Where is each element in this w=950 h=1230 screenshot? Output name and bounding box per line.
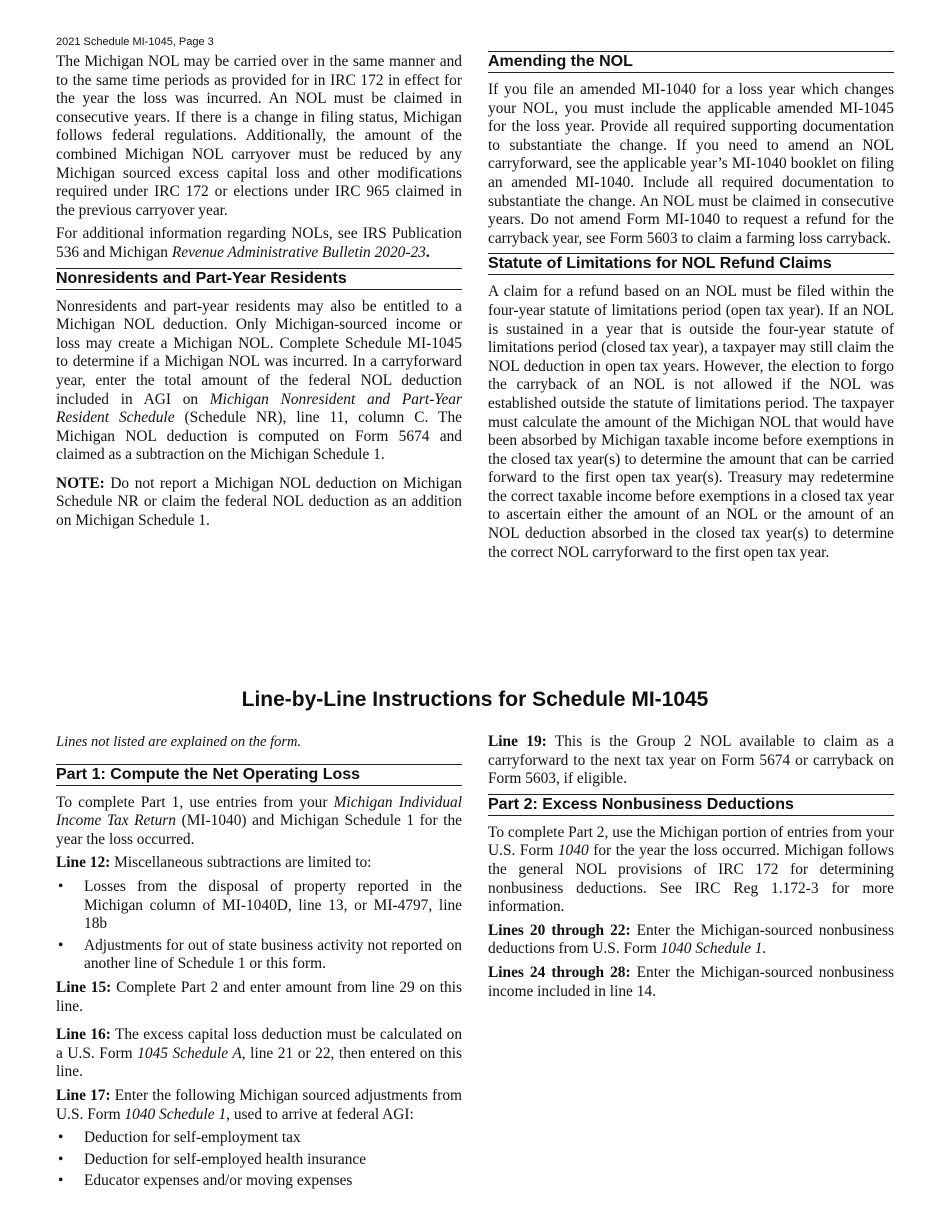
bulletin-reference: Revenue Administrative Bulletin 2020-23 <box>171 243 426 261</box>
form-1040: 1040 <box>557 842 589 860</box>
schedule-nr-title: Michigan Nonresident and Part-Year Resident Schedule <box>56 390 462 427</box>
list-item <box>56 1129 462 1148</box>
note-label: NOTE: <box>56 474 105 492</box>
form-1040-schedule-1: 1040 Schedule 1 <box>124 1105 227 1123</box>
bullet: • <box>58 936 64 954</box>
note-paragraph <box>56 475 462 531</box>
bullet: • <box>58 1129 64 1147</box>
line19-text: This is the Group 2 NOL available to claim as a carryforward to the next tax year on Form 5674 or carryback on Form 5603, if eligible. <box>488 733 894 788</box>
line19-label: Line 19: <box>488 733 547 750</box>
list-item-text: Losses from the disposal of property reported in the Michigan column of MI-1040D, line 13, or MI-4797, line 18b <box>84 877 462 933</box>
part2-text-b: for the year the loss occurred. Michigan follows the general NOL provisions of IRC 172 for determining nonbusiness deductions. See IRC Reg 1.172-3 for more information. <box>488 842 894 916</box>
part1-text-a: To complete Part 1, use entries from your <box>56 793 334 811</box>
line15-paragraph <box>56 979 462 1016</box>
list-item-text: Educator expenses and/or moving expenses <box>84 1172 353 1190</box>
lines24-28-label: Lines 24 through 28: <box>488 963 631 981</box>
line12-label: Line 12: <box>56 854 111 872</box>
lines24-28-paragraph <box>488 964 894 1001</box>
nonresidents-text-a: Nonresidents and part-year residents may also be entitled to a Michigan NOL deduction. Only Michigan-sourced income or loss may create a Michigan NOL. Complete Schedule MI-1045 to determine if a Michigan NOL was incurred. In a carryforward year, enter the total amount of the federal NOL deduction included in AGI on <box>56 297 462 408</box>
lines20-22-label: Lines 20 through 22: <box>488 921 631 939</box>
line16-text-b: , line 21 or 22, then entered on this line. <box>56 1044 462 1081</box>
lines20-22-paragraph <box>488 922 894 959</box>
line12-text: Miscellaneous subtractions are limited to: <box>110 854 372 872</box>
line12-paragraph <box>56 854 462 873</box>
nonresidents-paragraph <box>56 298 462 465</box>
left-bottom-column <box>56 733 462 1196</box>
heading-statute-of-limitations: Statute of Limitations for NOL Refund Claims <box>488 253 894 275</box>
list-item <box>56 878 462 934</box>
heading-part-1: Part 1: Compute the Net Operating Loss <box>56 764 462 786</box>
additional-info-paragraph <box>56 225 462 262</box>
period: . <box>425 243 430 261</box>
line17-list <box>56 1129 462 1191</box>
lines20-22-text: Enter the Michigan-sourced nonbusiness deductions from U.S. Form <box>488 921 894 958</box>
line17-label: Line 17: <box>56 1086 111 1104</box>
list-item-text: Deduction for self-employed health insurance <box>84 1150 367 1168</box>
line19-paragraph <box>488 733 894 789</box>
list-item <box>56 1151 462 1170</box>
nol-carryover-paragraph: The Michigan NOL may be carried over in the same manner and to the same time periods as provided for in IRC 172 in effect for the year the loss was incurred. An NOL must be claimed in consecutive years. If there is a change in filing status, Michigan follows federal regulations. Additionally, the amount of the combined Michigan NOL carryover must be reduced by any Michigan sourced excess capital loss and other modifications required under IRC 172 or elections under IRC 965 claimed in the previous carryover year. <box>56 53 462 219</box>
bullet: • <box>58 877 64 895</box>
list-item <box>56 937 462 974</box>
line17-text-b: , used to arrive at federal AGI: <box>226 1105 414 1123</box>
heading-nonresidents: Nonresidents and Part-Year Residents <box>56 268 462 290</box>
statute-paragraph: A claim for a refund based on an NOL must be filed within the four-year statute of limitations period (open tax year). If an NOL is sustained in a year that is outside the four-year statute of limitations period (closed tax year), a taxpayer may still claim the NOL deduction in open tax years. However, the election to forgo the carryback of an NOL is not allowed if the NOL was established outside the statute of limitations period. The taxpayer must calculate the amount of the Michigan NOL that would have been absorbed by Michigan taxable income before exemptions in the closed tax year(s) to determine the amount that can be carried forward to the first open tax year(s). Treasury may redetermine the correct taxable income before exemptions in a closed tax year to ascertain either the amount of an NOL or the amount of an NOL deduction absorbed in the closed tax year(s) to determine the correct NOL carryforward to the first open tax year. <box>488 283 894 561</box>
right-top-column <box>488 51 894 567</box>
lines-not-listed-note: Lines not listed are explained on the form. <box>56 734 302 750</box>
part1-text-b: (MI-1040) and Michigan Schedule 1 for the year the loss occurred. <box>56 812 462 848</box>
mi1040-title: Michigan Individual Income Tax Return <box>56 793 463 830</box>
line12-list <box>56 878 462 974</box>
part2-text-a: To complete Part 2, use the Michigan portion of entries from your U.S. Form <box>488 823 894 860</box>
left-top-column <box>56 53 462 536</box>
part1-paragraph <box>56 794 462 850</box>
additional-info-text: For additional information regarding NOLs, see IRS Publication 536 and Michigan <box>56 225 462 261</box>
note-text: Do not report a Michigan NOL deduction on Michigan Schedule NR or claim the federal NOL deduction as an addition on Michigan Schedule 1. <box>56 474 462 530</box>
bullet: • <box>58 1172 64 1190</box>
lines24-28-text: Enter the Michigan-sourced nonbusiness income included in line 14. <box>488 963 894 1000</box>
section-title: Line-by-Line Instructions for Schedule MI-1045 <box>241 688 709 711</box>
line15-text: Complete Part 2 and enter amount from line 29 on this line. <box>56 978 463 1015</box>
heading-amending-nol: Amending the NOL <box>488 51 894 73</box>
list-item-text: Deduction for self-employment tax <box>84 1129 301 1147</box>
nonresidents-text-b: (Schedule NR), line 11, column C. The Michigan NOL deduction is computed on Form 5674 and claimed as a subtraction on the Michigan Schedule 1. <box>56 409 462 464</box>
part2-paragraph <box>488 824 894 917</box>
line15-label: Line 15: <box>56 978 112 996</box>
heading-part-2: Part 2: Excess Nonbusiness Deductions <box>488 794 894 816</box>
running-head: 2021 Schedule MI-1045, Page 3 <box>56 36 214 48</box>
bullet: • <box>58 1150 64 1168</box>
form-1040-schedule-1: 1040 Schedule 1. <box>660 940 767 958</box>
line17-paragraph <box>56 1087 462 1124</box>
amending-paragraph: If you file an amended MI-1040 for a loss year which changes your NOL, you must include the applicable amended MI-1045 for the loss year. Provide all required supporting documentation to substantiate the change. If you need to amend an NOL carryforward, see the applicable year’s MI-1040 booklet on filing an amended MI-1040. Include all required documentation to substantiate the change. An NOL must be claimed in consecutive years. Do not amend Form MI-1040 to request a refund for the carryback year, see Form 5603 to claim a farming loss carryback. <box>488 81 894 247</box>
line16-text-a: The excess capital loss deduction must be calculated on a U.S. Form <box>56 1026 463 1062</box>
list-item-text: Adjustments for out of state business activity not reported on another line of Schedule 1 or this form. <box>84 936 462 973</box>
line16-label: Line 16: <box>56 1026 111 1044</box>
line16-paragraph <box>56 1026 462 1082</box>
list-item <box>56 1172 462 1191</box>
right-bottom-column <box>488 733 894 1006</box>
line17-text-a: Enter the following Michigan sourced adjustments from U.S. Form <box>56 1086 462 1123</box>
form-1045-schedule-a: 1045 Schedule A <box>137 1044 242 1062</box>
